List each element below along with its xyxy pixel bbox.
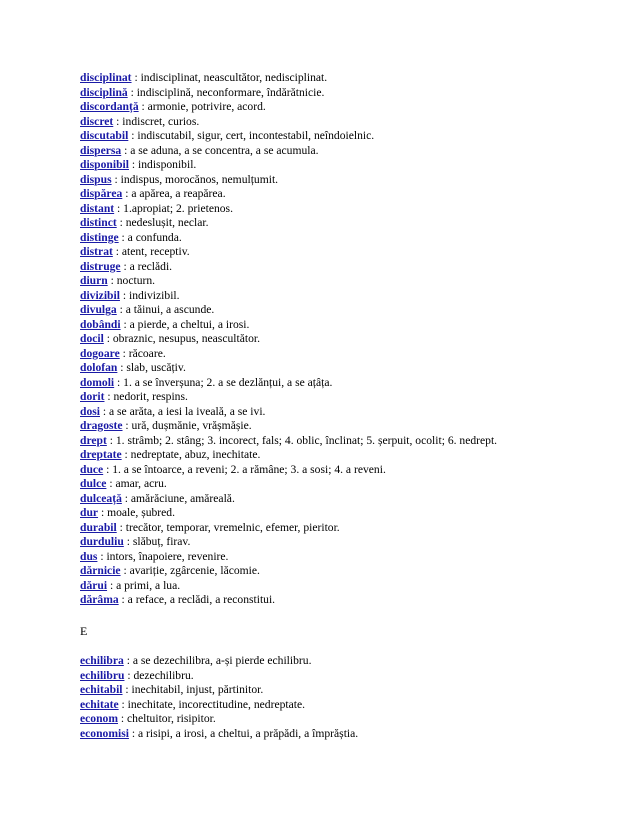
dictionary-entry (80, 506, 620, 521)
dictionary-entry (80, 535, 620, 550)
dictionary-entry (80, 434, 620, 449)
entry-term-link[interactable]: discutabil (80, 129, 129, 142)
entry-term-link[interactable]: disciplinat (80, 71, 132, 84)
dictionary-entry (80, 579, 620, 594)
entry-term-link[interactable]: diurn (80, 274, 108, 287)
entry-term-link[interactable]: drept (80, 433, 107, 447)
entry-term-link[interactable]: distinct (80, 216, 117, 229)
entry-term-link[interactable]: disponibil (80, 158, 129, 171)
dictionary-entry (80, 550, 620, 565)
entry-antonyms: : 1.apropiat; 2. prietenos. (114, 201, 233, 215)
entry-antonyms: : slăbuț, firav. (123, 535, 191, 548)
entry-term-link[interactable]: dulceață (80, 491, 122, 505)
entry-antonyms: : indivizibil. (119, 288, 180, 302)
entry-term-link[interactable]: echitabil (80, 683, 123, 696)
entry-term-link[interactable]: dispus (80, 172, 112, 186)
entry-antonyms: : indisponibil. (129, 158, 197, 171)
entry-antonyms: : a pierde, a cheltui, a irosi. (120, 317, 250, 331)
entry-antonyms: : inechitate, incorectitudine, nedreptate. (118, 697, 306, 711)
entry-term-link[interactable]: dreptate (80, 448, 122, 461)
entry-antonyms: : inechitabil, injust, părtinitor. (122, 683, 264, 696)
dictionary-page (80, 71, 620, 741)
entry-antonyms: : amar, acru. (106, 477, 167, 490)
entry-antonyms: : indiscutabil, sigur, cert, incontestabil, neîndoielnic. (128, 129, 375, 142)
entry-antonyms: : indisciplinat, neascultător, nedisciplinat. (131, 71, 328, 84)
entry-antonyms: : a reface, a reclădi, a reconstitui. (118, 593, 276, 606)
entry-antonyms: : a confunda. (118, 230, 182, 244)
dictionary-entry (80, 303, 620, 318)
dictionary-entry (80, 712, 620, 727)
entry-antonyms: : a primi, a lua. (107, 578, 181, 592)
entry-antonyms: : a se aduna, a se concentra, a se acumula. (121, 143, 319, 157)
entry-antonyms: : 1. strâmb; 2. stâng; 3. incorect, fals; 4. oblic, înclinat; 5. șerpuit, ocolit; 6. nedrept. (106, 433, 498, 447)
dictionary-entry (80, 274, 620, 289)
entry-antonyms: : obraznic, nesupus, neascultător. (103, 332, 260, 345)
dictionary-entry (80, 593, 620, 608)
entry-term-link[interactable]: dus (80, 549, 98, 563)
dictionary-entry (80, 698, 620, 713)
dictionary-entry (80, 245, 620, 260)
dictionary-entry (80, 115, 620, 130)
entry-antonyms: : indispus, morocănos, nemulțumit. (111, 172, 279, 186)
entry-term-link[interactable]: echilibra (80, 654, 124, 667)
entry-antonyms: : a tăinui, a ascunde. (116, 303, 215, 316)
dictionary-entry (80, 86, 620, 101)
dictionary-entry (80, 173, 620, 188)
entry-antonyms: : a se arăta, a iesi la iveală, a se ivi. (99, 404, 266, 418)
entry-antonyms: : 1. a se înverșuna; 2. a se dezlănțui, a se ațâța. (114, 375, 333, 389)
entry-term-link[interactable]: disciplină (80, 85, 128, 99)
dictionary-entry (80, 216, 620, 231)
entry-antonyms: : trecător, temporar, vremelnic, efemer, pieritor. (116, 520, 340, 534)
entry-term-link[interactable]: echilibru (80, 668, 125, 682)
dictionary-entry (80, 463, 620, 478)
entry-term-link[interactable]: dogoare (80, 346, 120, 360)
entry-antonyms: : răcoare. (119, 346, 166, 360)
dictionary-entry (80, 129, 620, 144)
entry-term-link[interactable]: dosi (80, 404, 100, 418)
entry-term-link[interactable]: dur (80, 506, 99, 519)
entry-antonyms: : indisciplină, neconformare, îndărătnicie. (127, 85, 325, 99)
entry-antonyms: : avariție, zgârcenie, lăcomie. (120, 564, 260, 577)
entry-antonyms: : a risipi, a irosi, a cheltui, a prăpădi, a împrăștia. (128, 726, 359, 740)
dictionary-entry (80, 448, 620, 463)
dictionary-entry (80, 521, 620, 536)
entry-antonyms: : intors, înapoiere, revenire. (97, 549, 229, 563)
entry-term-link[interactable]: distant (80, 201, 115, 215)
entry-term-link[interactable]: domoli (80, 375, 115, 389)
entry-antonyms: : a reclădi. (120, 259, 173, 273)
entry-term-link[interactable]: distrat (80, 245, 113, 258)
dictionary-entry (80, 376, 620, 391)
dictionary-entry (80, 683, 620, 698)
section-d (80, 71, 620, 608)
dictionary-entry (80, 347, 620, 362)
entry-term-link[interactable]: docil (80, 332, 104, 345)
entry-term-link[interactable]: divulga (80, 303, 117, 316)
entry-antonyms: : 1. a se întoarce, a reveni; 2. a rămâne; 3. a sosi; 4. a reveni. (103, 462, 386, 476)
dictionary-entry (80, 202, 620, 217)
dictionary-entry (80, 477, 620, 492)
entry-term-link[interactable]: dispărea (80, 187, 123, 200)
dictionary-entry (80, 492, 620, 507)
dictionary-entry (80, 654, 620, 669)
entry-antonyms: : ură, dușmănie, vrășmășie. (122, 419, 252, 432)
entry-antonyms: : amărăciune, amăreală. (121, 491, 235, 505)
entry-term-link[interactable]: econom (80, 712, 118, 725)
entry-term-link[interactable]: dragoste (80, 419, 123, 432)
dictionary-entry (80, 361, 620, 376)
entry-term-link[interactable]: distinge (80, 230, 119, 244)
entry-term-link[interactable]: dărnicie (80, 564, 121, 577)
entry-term-link[interactable]: dispersa (80, 143, 122, 157)
dictionary-entry (80, 260, 620, 275)
entry-antonyms: : nocturn. (107, 274, 156, 287)
section-e (80, 654, 620, 741)
entry-term-link[interactable]: discret (80, 114, 114, 128)
entry-term-link[interactable]: distruge (80, 259, 121, 273)
dictionary-entry (80, 564, 620, 579)
entry-antonyms: : nedorit, respins. (104, 390, 188, 403)
entry-antonyms: : slab, uscățiv. (117, 361, 186, 374)
entry-term-link[interactable]: echitate (80, 697, 119, 711)
entry-antonyms: : armonie, potrivire, acord. (138, 100, 266, 113)
dictionary-entry (80, 144, 620, 159)
entry-antonyms: : a se dezechilibra, a-și pierde echilibru. (123, 654, 312, 667)
entry-term-link[interactable]: dobândi (80, 317, 121, 331)
dictionary-entry (80, 419, 620, 434)
dictionary-entry (80, 669, 620, 684)
dictionary-entry (80, 187, 620, 202)
dictionary-entry (80, 318, 620, 333)
entry-antonyms: : dezechilibru. (124, 668, 194, 682)
dictionary-entry (80, 727, 620, 742)
entry-term-link[interactable]: dolofan (80, 361, 118, 374)
dictionary-entry (80, 289, 620, 304)
entry-term-link[interactable]: dărui (80, 578, 108, 592)
entry-term-link[interactable]: durabil (80, 520, 117, 534)
entry-term-link[interactable]: duce (80, 462, 104, 476)
dictionary-entry (80, 405, 620, 420)
dictionary-entry (80, 390, 620, 405)
dictionary-entry (80, 158, 620, 173)
entry-term-link[interactable]: divizibil (80, 288, 120, 302)
entry-term-link[interactable]: dărâma (80, 593, 119, 606)
entry-term-link[interactable]: discordanță (80, 100, 139, 113)
entry-antonyms: : nedreptate, abuz, inechitate. (121, 448, 261, 461)
dictionary-entry (80, 231, 620, 246)
section-letter-heading: E (80, 623, 88, 638)
entry-antonyms: : cheltuitor, risipitor. (118, 712, 216, 725)
entry-antonyms: : a apărea, a reapărea. (122, 187, 226, 200)
entry-antonyms: : indiscret, curios. (113, 114, 200, 128)
entry-antonyms: : atent, receptiv. (112, 245, 190, 258)
entry-antonyms: : nedeslușit, neclar. (116, 216, 209, 229)
entry-term-link[interactable]: dorit (80, 390, 105, 403)
entry-term-link[interactable]: dulce (80, 477, 107, 490)
dictionary-entry (80, 332, 620, 347)
entry-term-link[interactable]: economisi (80, 726, 129, 740)
dictionary-entry (80, 100, 620, 115)
entry-term-link[interactable]: durduliu (80, 535, 124, 548)
dictionary-entry (80, 71, 620, 86)
entry-antonyms: : moale, șubred. (98, 506, 175, 519)
